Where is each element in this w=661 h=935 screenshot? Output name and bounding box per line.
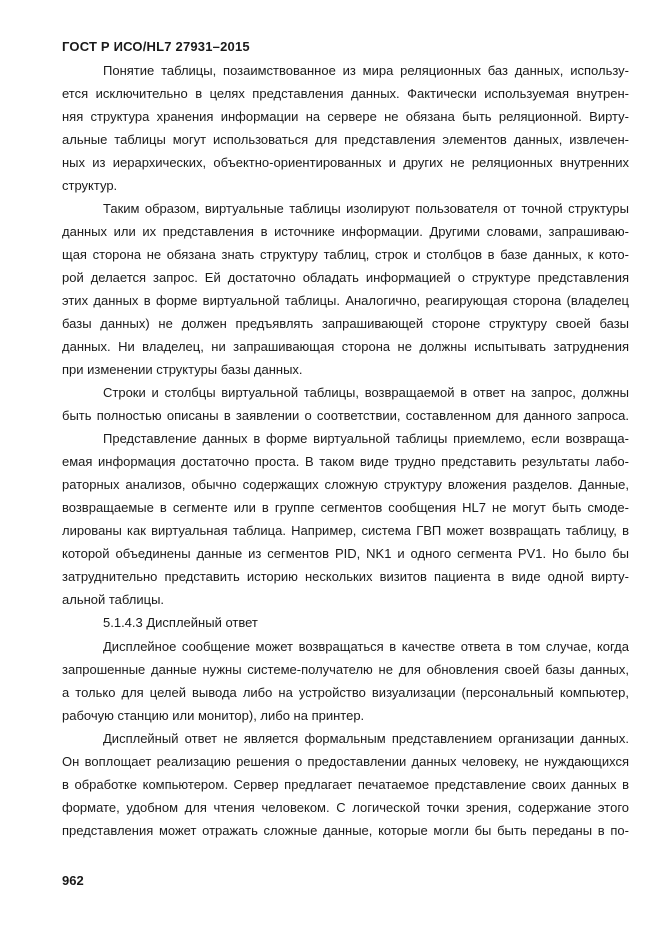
text-line: структур. (62, 178, 118, 193)
text-line: возвращаемые в сегменте или в группе сегментов сообщения HL7 не могут быть смоде- (62, 500, 629, 515)
text-line: Таким образом, виртуальные таблицы изолируют пользователя от точной структуры (103, 201, 629, 216)
text-line: рабочую станцию или монитор), либо на принтер. (62, 708, 365, 723)
text-line: ется исключительно в целях представления данных. Фактически используемая внутрен- (62, 86, 629, 101)
text-line: при изменении структуры базы данных. (62, 362, 303, 377)
text-line: этих данных в форме виртуальной таблицы. Аналогично, реагирующая сторона (владелец (62, 293, 629, 308)
text-line: данных. Ни владелец, ни запрашивающая сторона не должны испытывать затруднения (62, 339, 629, 354)
section-heading: 5.1.4.3 Дисплейный ответ (103, 615, 258, 630)
text-line: ных из иерархических, объектно-ориентированных и других не реляционных внутренних (62, 155, 629, 170)
text-line: которой объединены данные из сегментов PID, NK1 и одного сегмента PV1. Но было бы (62, 546, 629, 561)
document-header: ГОСТ Р ИСО/HL7 27931–2015 (62, 39, 250, 54)
text-line: альной таблицы. (62, 592, 165, 607)
text-line: Строки и столбцы виртуальной таблицы, возвращаемой в ответ на запрос, должны (103, 385, 629, 400)
text-line: а только для целей вывода либо на устройство визуализации (персональный компьютер, (62, 685, 629, 700)
text-line: формате, удобном для чтения человеком. С логической точки зрения, содержание этого (62, 800, 629, 815)
text-line: Он воплощает реализацию решения о предоставлении данных человеку, не нуждающихся (62, 754, 629, 769)
text-line: альные таблицы могут использоваться для представления элементов данных, извлечен- (62, 132, 629, 147)
text-line: представления может отражать сложные данные, которые могли бы быть переданы в по- (62, 823, 629, 838)
page-number: 962 (62, 873, 84, 888)
text-line: раторных анализов, обычно содержащих сложную структуру вложения разделов. Данные, (62, 477, 629, 492)
text-line: Дисплейный ответ не является формальным представлением организации данных. (103, 731, 629, 746)
text-line: запрошенные данные нужны системе-получателю не для обновления своей базы данных, (62, 662, 629, 677)
text-line: щая сторона не обязана знать структуру таблиц, строк и столбцов в базе данных, к кото- (62, 247, 629, 262)
text-line: в обработке компьютером. Сервер предлагает печатаемое представление своих данных в (62, 777, 629, 792)
text-line: рой делается запрос. Ей достаточно обладать информацией о структуре представления (62, 270, 629, 285)
text-line: Дисплейное сообщение может возвращаться в качестве ответа в том случае, когда (103, 639, 629, 654)
text-line: затруднительно представить историю нескольких визитов пациента в виде одной вирту- (62, 569, 629, 584)
text-line: базы данных) не должен предъявлять запрашивающей стороне структуру своей базы (62, 316, 629, 331)
text-line: Представление данных в форме виртуальной таблицы приемлемо, если возвраща- (103, 431, 629, 446)
text-line: няя структура хранения информации на сервере не обязана быть реляционной. Вирту- (62, 109, 629, 124)
text-line: данных или их представления в источнике информации. Другими словами, запрашиваю- (62, 224, 629, 239)
text-line: быть полностью описаны в заявлении о соответствии, составленном для данного запроса. (62, 408, 629, 423)
text-line: Понятие таблицы, позаимствованное из мира реляционных баз данных, использу- (103, 63, 629, 78)
text-line: лированы как виртуальная таблица. Например, система ГВП может возвращать таблицу, в (62, 523, 629, 538)
text-line: емая информация достаточно проста. В таком виде трудно представить результаты лабо- (62, 454, 629, 469)
